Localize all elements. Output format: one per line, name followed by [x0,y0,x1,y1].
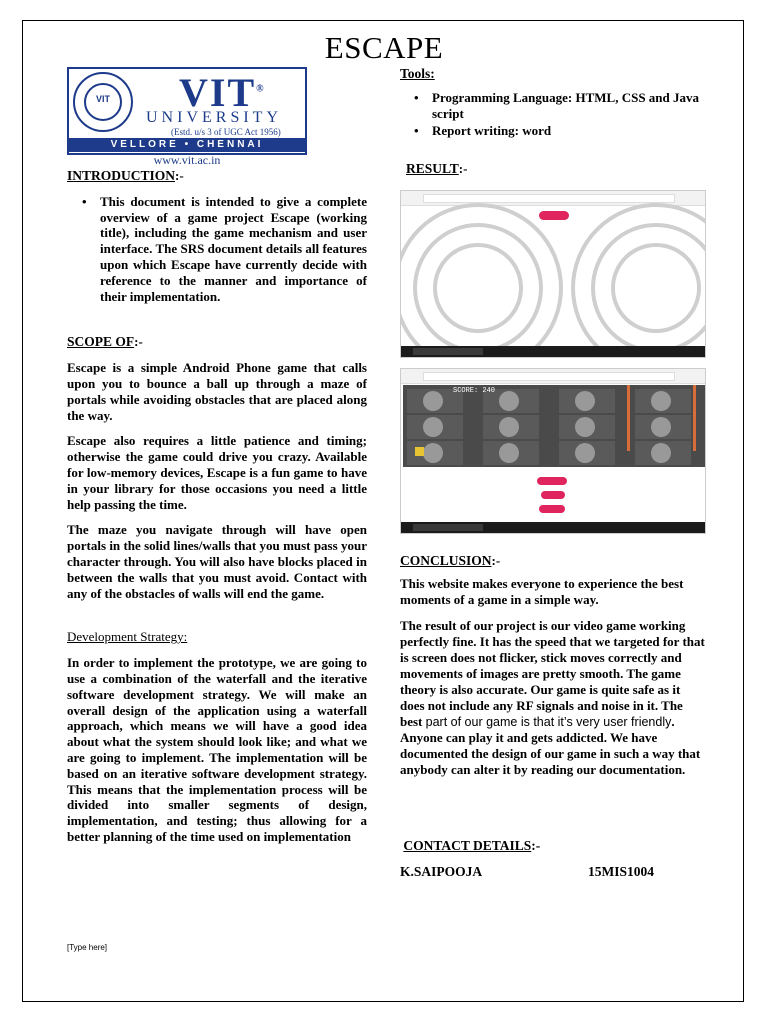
tools-item: • Programming Language: HTML, CSS and Java script [400,90,712,122]
strategy-heading: Development Strategy: [67,629,188,645]
game-tile [635,415,691,439]
conclusion-section [400,553,706,778]
conclusion-paragraph-1: This website makes everyone to experience the best moments of a game in a simple way. [400,576,684,607]
tools-list [400,90,712,139]
scope-heading [67,334,367,350]
page-title: ESCAPE [324,30,444,65]
conclusion-paragraph-2c: . Anyone can play it and gets addicted. We have documented the design of our game in such a way that anybody can alter it by reading our documentation. [400,714,701,777]
game-button [539,211,569,220]
game-tile-circle [499,391,519,411]
introduction-text: • This document is intended to give a complete overview of a game project Escape (working title), including the game mechanism and user interface. The SRS document details all features upon which Escape have currently decide with reference to the manner and importance of their implementation. [67,194,367,305]
address-bar [423,194,675,203]
game-tile-circle [575,417,595,437]
logo-name-text: VIT [179,70,257,115]
scope-paragraph-2: Escape also requires a little patience and timing; otherwise the game could drive you crazy. Available for low-memory devices, Escape is a fun game to have in your library for those occasions you need a little help passing the time. [67,433,367,512]
logo-university: UNIVERSITY [146,109,282,126]
conclusion-heading-suffix: :- [491,553,501,568]
taskbar [401,522,705,533]
game-tile [483,415,539,439]
game-tile [635,441,691,465]
game-obstacle [627,385,630,451]
taskbar-search [413,348,483,355]
conclusion-paragraph-2 [400,618,706,778]
result-heading-text: RESULT [406,161,459,176]
address-bar [423,372,675,381]
game-tile [483,441,539,465]
result-screenshot-2 [400,368,706,534]
game-area [403,385,705,467]
game-tile-circle [423,443,443,463]
right-column [400,66,712,177]
game-tile [635,389,691,413]
result-heading-suffix: :- [458,161,468,176]
introduction-heading [67,168,367,184]
game-ball [415,447,424,456]
conclusion-paragraph-2b: part of our game is that it’s very user friendly [425,715,672,729]
game-button [541,491,565,499]
scope-heading-text: SCOPE OF [67,334,135,350]
game-tile [559,441,615,465]
game-score: SCORE: 240 [453,387,496,395]
footer-placeholder: [Type here] [67,943,108,952]
scope-paragraph-3: The maze you navigate through will have open portals in the solid lines/walls that you must pass your character through. You will also have blocks placed in between the walls that you must avoid. Contact with any of the obstacles of walls will end the game. [67,522,367,601]
introduction-heading-suffix: :- [175,168,184,183]
game-tile-circle [423,417,443,437]
browser-bar [401,369,705,384]
tools-heading: Tools: [400,66,435,81]
taskbar-search [413,524,483,531]
logo-seal [73,72,133,132]
game-tile-circle [651,443,671,463]
conclusion-paragraph-2a: The result of our project is our video game working perfectly fine. It has the speed that we targeted for that is screen does not flicker, stick moves correctly and movements of images are pretty smooth. The game theory is also accurate. Our game is quite safe as it does not include any RF signals and noise in it. The best [400,618,705,729]
game-tile [559,415,615,439]
game-tile-circle [651,417,671,437]
scope-paragraph-1: Escape is a simple Android Phone game that calls upon you to bounce a ball up through a maze of portals while avoiding obstacles that are placed along the way. [67,360,367,423]
maze-left-ring [433,243,523,333]
contact-heading-text: CONTACT DETAILS [403,838,532,853]
game-tile [559,389,615,413]
result-screenshot-1 [400,190,706,358]
contact-heading [400,838,706,854]
tools-item: • Report writing: word [400,123,712,139]
result-heading [406,161,712,177]
vit-logo [67,67,307,167]
maze-right-ring [611,243,701,333]
introduction-heading-text: INTRODUCTION [67,168,176,183]
contact-row [400,864,706,880]
logo-estd: (Estd. u/s 3 of UGC Act 1956) [171,127,281,137]
scope-heading-suffix: :- [134,334,143,350]
game-button [539,505,565,513]
logo-seal-text: VIT [95,94,110,104]
game-tile-circle [499,443,519,463]
logo-url: www.vit.ac.in [153,153,221,167]
contact-name: K.SAIPOOJA [400,864,483,879]
left-column [67,168,367,845]
game-tile-circle [499,417,519,437]
game-button [537,477,567,485]
contact-heading-suffix: :- [531,838,541,853]
contact-reg: 15MIS1004 [588,864,655,879]
conclusion-heading-text: CONCLUSION [400,553,492,568]
game-tile-circle [575,443,595,463]
contact-section [400,838,706,880]
logo-registered-mark: ® [256,83,266,95]
game-obstacle [693,385,696,451]
game-tile-circle [575,391,595,411]
game-tile [407,415,463,439]
conclusion-heading [400,553,706,569]
game-tile-circle [423,391,443,411]
strategy-text: In order to implement the prototype, we are going to use a combination of the waterfall and the iterative software development strategy. We will make an overall design of the application using a waterfall approach, which means we will have a good idea about what the system should look like; and what we are going to implement. The implementation will be based on an iterative software development strategy. This means that the implementation process will be divided into smaller segments of design, implementation, and testing; thus allowing for a better planning of the time used on implementation [67,655,367,844]
taskbar [401,346,705,357]
logo-band: VELLORE • CHENNAI [69,138,305,152]
game-tile-circle [651,391,671,411]
